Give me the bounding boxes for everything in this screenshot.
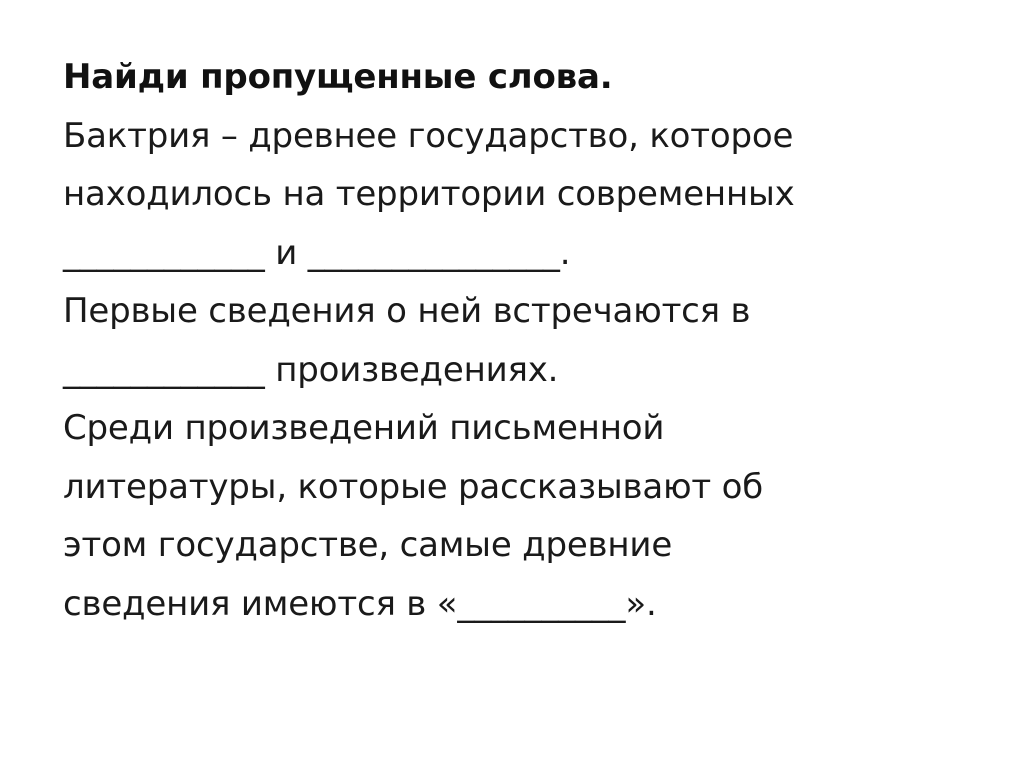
task-title: Найди пропущенные слова. xyxy=(63,57,613,97)
text-line: литературы, которые рассказывают об xyxy=(63,466,764,507)
text-line: Первые сведения о ней встречаются в xyxy=(63,291,751,331)
blank-line: ____________ и _______________. xyxy=(63,232,571,273)
blank-line: сведения имеются в «__________». xyxy=(63,583,657,624)
slide-text xyxy=(63,48,1003,633)
text-line: Среди произведений письменной xyxy=(63,408,665,448)
text-line: находилось на территории современных xyxy=(63,174,795,214)
text-line: Бактрия – древнее государство, которое xyxy=(63,115,794,156)
blank-line: ____________ произведениях. xyxy=(63,349,559,390)
text-line: этом государстве, самые древние xyxy=(63,525,673,565)
